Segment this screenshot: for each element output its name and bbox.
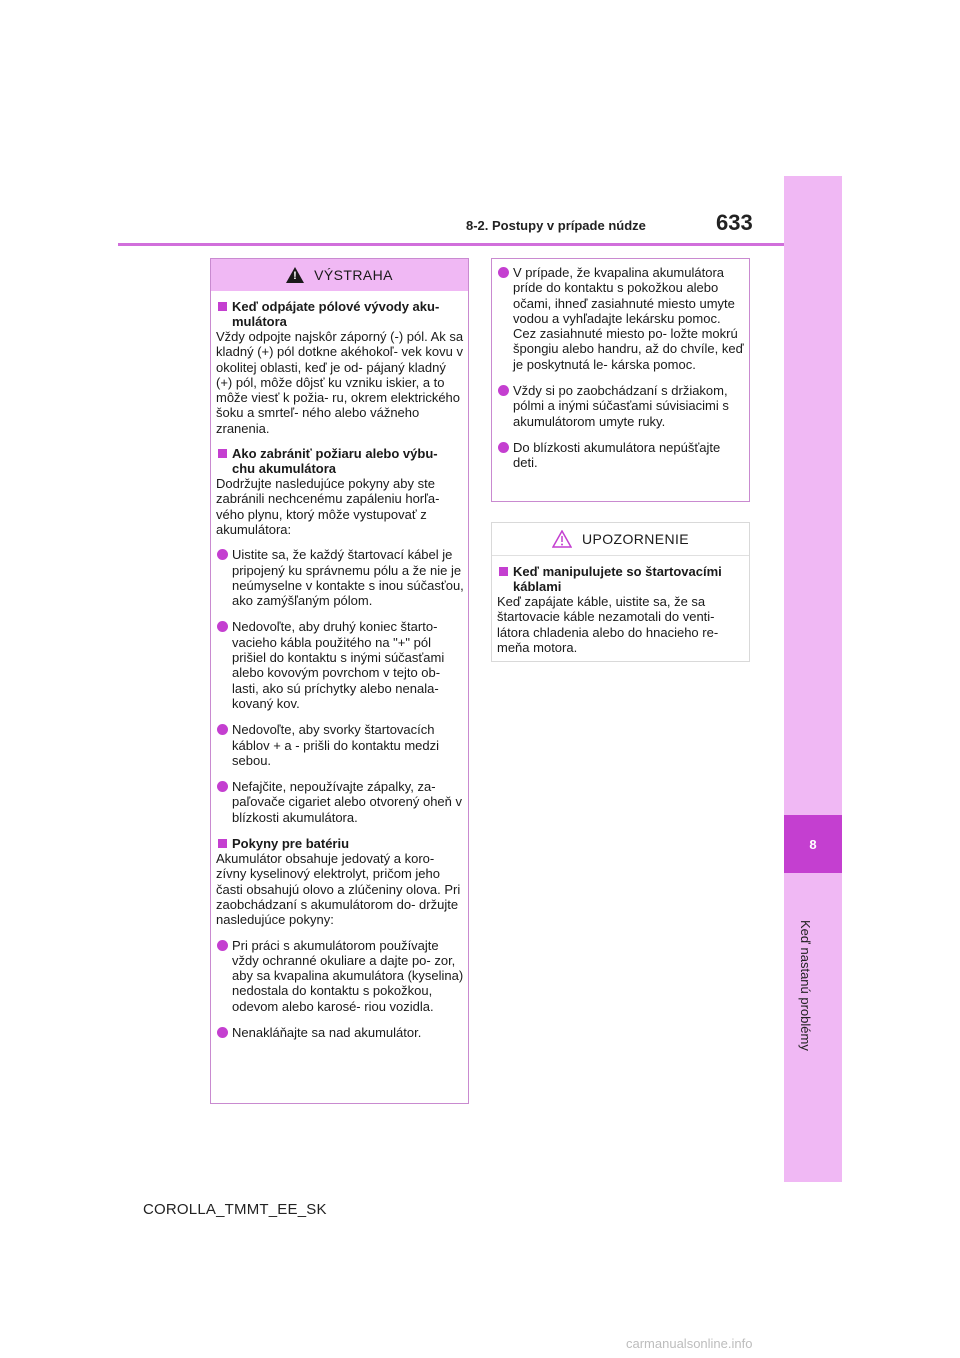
chapter-side-tab xyxy=(784,176,842,1182)
list-item xyxy=(497,383,745,429)
notice-paragraph: Keď zapájate káble, uistite sa, že sa štartovacie káble nezamotali do venti- látora chladenia alebo do hnacieho re- meňa motora. xyxy=(497,594,719,655)
notice-box-header xyxy=(492,523,749,556)
round-bullet-icon xyxy=(217,549,228,560)
section-title: 8-2. Postupy v prípade núdze xyxy=(466,218,646,233)
square-bullet-icon xyxy=(218,302,227,311)
square-bullet-icon xyxy=(499,567,508,576)
list-item-text: V prípade, že kvapalina akumulátora príde do kontaktu s pokožkou alebo očami, ihneď zasiahnuté miesto umyte vodou a vyhľadajte lekársku pomoc. Cez zasiahnuté miesto po- ložte mokrú špongiu alebo handru, až do chvíle, keď je poskytnutá le- kárska pomoc. xyxy=(513,265,744,372)
list-item-text: Nenakláňajte sa nad akumulátor. xyxy=(232,1024,422,1040)
list-item-text: Nefajčite, nepoužívajte zápalky, za- paľovače cigariet alebo otvorený oheň v blízkosti akumulátora. xyxy=(232,779,462,825)
list-item-text: Pri práci s akumulátorom používajte vždy ochranné okuliare a dajte po- zor, aby sa kvapalina akumulátora (kyselina) nedostala do kontaktu s pokožkou, odevom alebo karosé- riou vozidla. xyxy=(232,937,464,1014)
list-item xyxy=(216,619,464,711)
round-bullet-icon xyxy=(217,781,228,792)
round-bullet-icon xyxy=(217,621,228,632)
header-divider xyxy=(118,243,784,246)
list-item-text: Uistite sa, že každý štartovací kábel je pripojený ku správnemu pólu a že nie je neúmyselne v kontakte s inou súčasťou, ako zamýšľaným pólom. xyxy=(232,547,464,609)
chapter-number-badge: 8 xyxy=(784,815,842,873)
square-bullet-icon xyxy=(218,839,227,848)
list-item-text: Nedovoľte, aby druhý koniec štarto- vacieho kábla použitého na "+" pól prišiel do kontaktu s inými súčasťami alebo kovovým povrchom v tejto ob- lasti, ako sú príchytky alebo nenala- kovaný kov. xyxy=(232,619,445,711)
list-item xyxy=(216,547,464,608)
watermark: carmanualsonline.info xyxy=(626,1336,753,1351)
document-code: COROLLA_TMMT_EE_SK xyxy=(143,1201,327,1218)
notice-title: UPOZORNENIE xyxy=(581,531,690,547)
heading-text: Keď manipulujete so štartovacími káblami xyxy=(513,564,722,594)
list-item xyxy=(216,1025,464,1040)
round-bullet-icon xyxy=(217,1027,228,1038)
list-item xyxy=(216,938,464,1014)
warning-section-heading xyxy=(216,299,464,329)
list-item xyxy=(497,265,745,372)
warning-triangle-icon xyxy=(286,267,304,283)
warning-paragraph: Vždy odpojte najskôr záporný (-) pól. Ak sa kladný (+) pól dotkne akéhokoľ- vek kovu v okolitej oblasti, keď je od- pájaný kladný (+) pól, môže dôjsť ku vzniku iskier, a to môže viesť k požia- ru, okrem elektrického šoku a smrteľ- ného alebo vážneho zranenia. xyxy=(216,329,464,436)
round-bullet-icon xyxy=(498,385,509,396)
warning-box-header xyxy=(211,259,468,291)
list-item-text: Vždy si po zaobchádzaní s držiakom, pólmi a inými súčasťami súvisiacimi s akumulátorom umyte ruky. xyxy=(513,383,729,429)
heading-text: Ako zabrániť požiaru alebo výbu- chu akumulátora xyxy=(232,446,438,477)
warning-title: VÝSTRAHA xyxy=(314,267,393,283)
warning-section-heading xyxy=(216,836,464,851)
list-item xyxy=(216,779,464,825)
round-bullet-icon xyxy=(217,724,228,735)
warning-box xyxy=(210,258,469,1104)
warning-paragraph: Akumulátor obsahuje jedovatý a koro- zívny kyselinový elektrolyt, pričom jeho časti obsahujú olovo a zlúčeniny olova. Pri zaobchádzaní s akumulátorom do- držujte nasledujúce pokyny: xyxy=(216,851,461,928)
round-bullet-icon xyxy=(498,442,509,453)
warning-continued-box xyxy=(491,258,750,502)
warning-section-heading xyxy=(216,446,464,476)
caution-triangle-icon xyxy=(552,530,572,548)
page-number: 633 xyxy=(716,210,753,235)
heading-text: Keď odpájate pólové vývody aku- mulátora xyxy=(232,299,440,329)
notice-section-heading xyxy=(497,564,745,594)
list-item-text: Do blízkosti akumulátora nepúšťajte deti. xyxy=(513,439,721,471)
square-bullet-icon xyxy=(218,449,227,458)
list-item-text: Nedovoľte, aby svorky štartovacích káblov + a - prišli do kontaktu medzi sebou. xyxy=(232,722,440,768)
warning-paragraph: Dodržujte nasledujúce pokyny aby ste zabránili nechcenému zapáleniu horľa- vého plynu, ktorý môže vystupovať z akumulátora: xyxy=(216,476,440,537)
round-bullet-icon xyxy=(217,940,228,951)
notice-box xyxy=(491,522,750,662)
list-item xyxy=(497,440,745,471)
chapter-title-vertical: Keď nastanú problémy xyxy=(798,920,813,1051)
list-item xyxy=(216,722,464,768)
heading-text: Pokyny pre batériu xyxy=(232,836,350,852)
round-bullet-icon xyxy=(498,267,509,278)
